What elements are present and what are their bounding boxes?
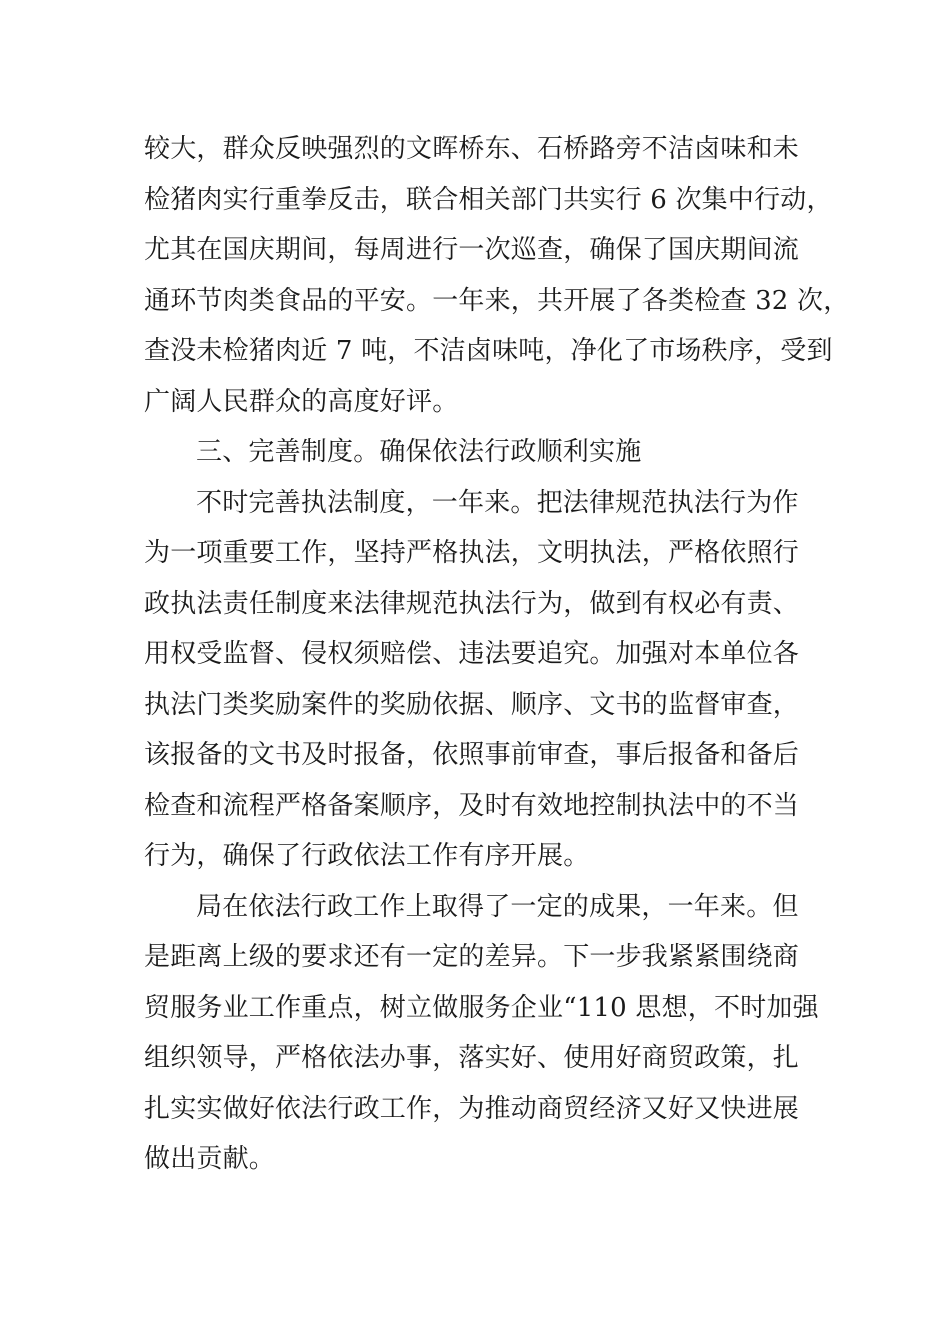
body-line: 为一项重要工作，坚持严格执法，文明执法，严格依照行	[144, 538, 800, 568]
section-heading: 三、完善制度。确保依法行政顺利实施	[196, 437, 642, 467]
body-line: 贸服务业工作重点，树立做服务企业“110 思想，不时加强	[144, 992, 819, 1023]
body-line: 是距离上级的要求还有一定的差异。下一步我紧紧围绕商	[144, 942, 800, 972]
body-line: 行为，确保了行政依法工作有序开展。	[144, 841, 590, 871]
body-line: 检查和流程严格备案顺序，及时有效地控制执法中的不当	[144, 790, 800, 821]
body-line: 政执法责任制度来法律规范执法行为，做到有权必有责、	[144, 588, 800, 619]
paragraph-first-line: 不时完善执法制度，一年来。把法律规范执法行为作	[196, 487, 799, 518]
paragraph-first-line: 局在依法行政工作上取得了一定的成果，一年来。但	[196, 891, 799, 922]
body-line: 通环节肉类食品的平安。一年来，共开展了各类检查 32 次，	[144, 285, 850, 316]
body-line: 扎实实做好依法行政工作，为推动商贸经济又好又快进展	[144, 1093, 800, 1124]
body-line: 尤其在国庆期间，每周进行一次巡查，确保了国庆期间流	[144, 235, 800, 265]
document-body	[144, 124, 850, 1185]
body-line: 查没未检猪肉近 7 吨，不洁卤味吨，净化了市场秩序，受到	[144, 336, 833, 366]
body-line: 执法门类奖励案件的奖励依据、顺序、文书的监督审查，	[144, 689, 800, 720]
body-line: 组织领导，严格依法办事，落实好、使用好商贸政策，扎	[144, 1043, 800, 1073]
body-line: 检猪肉实行重拳反击，联合相关部门共实行 6 次集中行动，	[144, 184, 833, 215]
body-line: 较大，群众反映强烈的文晖桥东、石桥路旁不洁卤味和未	[144, 134, 800, 164]
body-line: 做出贡献。	[144, 1144, 276, 1174]
body-line: 用权受监督、侵权须赔偿、违法要追究。加强对本单位各	[144, 639, 800, 669]
body-line: 该报备的文书及时报备，依照事前审查，事后报备和备后	[144, 740, 800, 770]
body-line: 广阔人民群众的高度好评。	[144, 386, 459, 417]
